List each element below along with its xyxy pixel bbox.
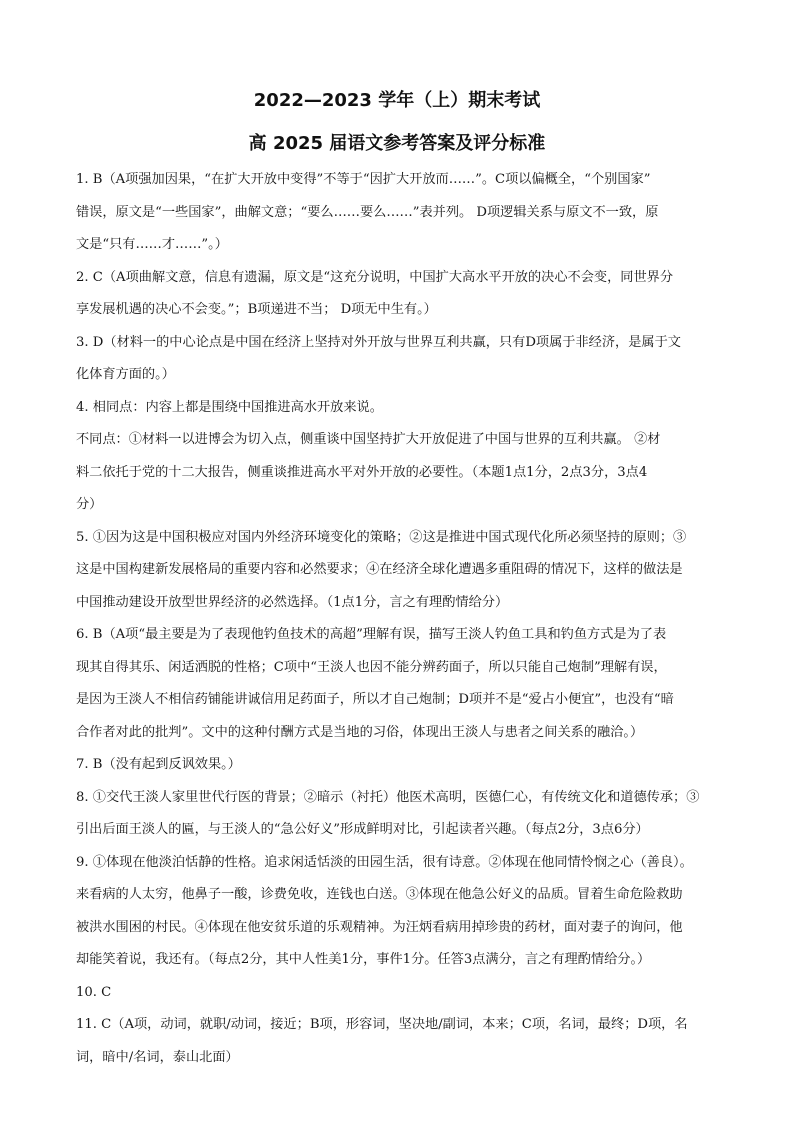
text-line: 6. B（A项“最主要是为了表现他钓鱼技术的高超”理解有误，描写王淡人钓鱼工具和钓鱼方式是为了表 bbox=[76, 627, 667, 642]
text-line: 却能笑着说，我还有。（每点2分，其中人性美1分，事件1分。任答3点满分，言之有理酌情给分。） bbox=[76, 952, 651, 967]
text-line: 7. B（没有起到反讽效果。） bbox=[76, 757, 241, 772]
text-line: 1. B（A项强加因果，“在扩大开放中变得”不等于“因扩大开放而……”。C项以偏概全，“个别国家” bbox=[76, 172, 651, 187]
document-title: 2022—2023 学年（上）期末考试 bbox=[253, 90, 541, 111]
text-line: 被洪水围困的村民。④体现在他安贫乐道的乐观精神。为汪炳看病用掉珍贵的药材，面对妻子的询问，他 bbox=[76, 919, 683, 935]
text-line: 词，暗中/名词，泰山北面） bbox=[76, 1049, 239, 1065]
text-line: 分） bbox=[76, 497, 103, 512]
text-line: 化体育方面的。） bbox=[76, 367, 175, 382]
text-line: 合作者对此的批判”。文中的这种付酬方式是当地的习俗，体现出王淡人与患者之间关系的融洽。） bbox=[76, 724, 644, 740]
text-line: 错误，原文是“一些国家”，曲解文意；“要么……要么……”表并列。 D项逻辑关系与原文不一致，原 bbox=[76, 204, 659, 220]
text-line: 这是中国构建新发展格局的重要内容和必然要求；④在经济全球化遭遇多重阻碍的情况下，这样的做法是 bbox=[76, 562, 683, 577]
text-line: 是因为王淡人不相信药铺能讲诚信用足药面子，所以才自己炮制；D项并不是“爱占小便宜”，也没有“暗 bbox=[76, 692, 674, 707]
answer-body bbox=[76, 164, 722, 1074]
text-line: 11. C（A项，动词，就职/动词，接近；B项，形容词，坚决地/副词，本来；C项，名词，最终；D项，名 bbox=[76, 1017, 688, 1032]
text-line: 中国推动建设开放型世界经济的必然选择。（1点1分，言之有理酌情给分） bbox=[76, 594, 509, 610]
text-line: 10. C bbox=[76, 984, 112, 1000]
text-line: 享发展机遇的决心不会变。”；B项递进不当； D项无中生有。） bbox=[76, 302, 437, 317]
text-line: 3. D（材料一的中心论点是中国在经济上坚持对外开放与世界互利共赢，只有D项属于非经济，是属于文 bbox=[76, 334, 681, 350]
text-line: 文是“只有……才……”。） bbox=[76, 237, 228, 252]
text-line: 引出后面王淡人的匾，与王淡人的“急公好义”形成鲜明对比，引起读者兴趣。（每点2分，3点6分） bbox=[76, 822, 649, 837]
text-line: 8. ①交代王淡人家里世代行医的背景；②暗示（衬托）他医术高明，医德仁心，有传统文化和道德传承；③ bbox=[76, 789, 700, 805]
text-line: 4. 相同点：内容上都是围绕中国推进高水开放来说。 bbox=[76, 399, 383, 415]
text-line: 9. ①体现在他淡泊恬静的性格。追求闲适恬淡的田园生活，很有诗意。②体现在他同情怜悯之心（善良）。 bbox=[76, 854, 693, 870]
text-line: 2. C（A项曲解文意，信息有遗漏，原文是“这充分说明，中国扩大高水平开放的决心不会变，同世界分 bbox=[76, 269, 674, 285]
text-line: 不同点：①材料一以进博会为切入点，侧重谈中国坚持扩大开放促进了中国与世界的互利共赢。 ②材 bbox=[76, 432, 661, 447]
text-line: 5. ①因为这是中国积极应对国内外经济环境变化的策略；②这是推进中国式现代化所必须坚持的原则；③ bbox=[76, 529, 687, 545]
text-line: 料二依托于党的十二大报告，侧重谈推进高水平对外开放的必要性。（本题1点1分，2点3分，3点4 bbox=[76, 464, 648, 480]
text-line: 来看病的人太穷，他鼻子一酸，诊费免收，连钱也白送。③体现在他急公好义的品质。冒着生命危险救助 bbox=[76, 887, 683, 902]
text-line: 现其自得其乐、闲适洒脱的性格；C项中“王淡人也因不能分辨药面子，所以只能自己炮制”理解有误， bbox=[76, 659, 667, 675]
document-subtitle: 高 2025 届语文参考答案及评分标准 bbox=[248, 133, 546, 154]
